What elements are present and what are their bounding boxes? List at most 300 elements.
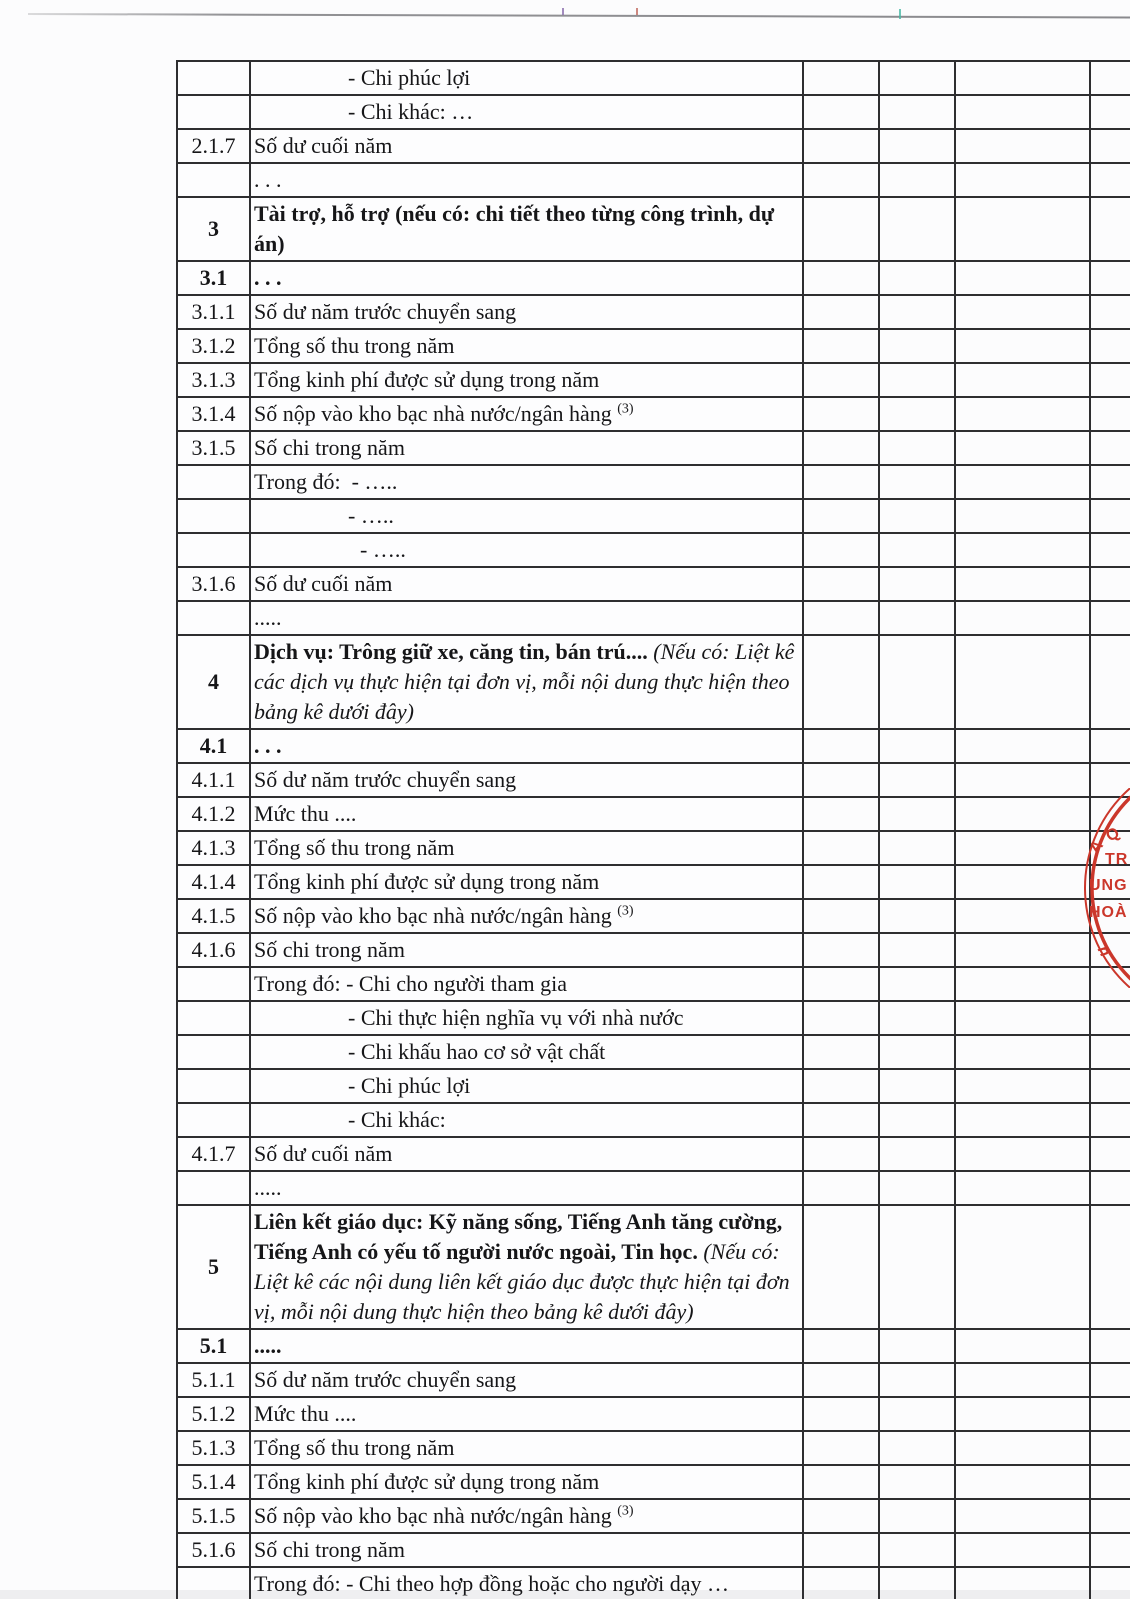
value-cell-empty (879, 1137, 955, 1171)
value-cell-empty (1090, 1035, 1130, 1069)
value-cell-empty (1090, 197, 1130, 261)
value-cell-empty (1090, 601, 1130, 635)
row-number-cell: 3.1.2 (177, 329, 250, 363)
row-label-cell (250, 533, 803, 567)
row-label-cell (250, 831, 803, 865)
table-row (177, 295, 1130, 329)
value-cell-empty (879, 1205, 955, 1329)
value-cell-empty (1090, 163, 1130, 197)
row-label-cell (250, 465, 803, 499)
row-label-text: Số dư năm trước chuyển sang (254, 767, 517, 792)
row-label-text: Tổng số thu trong năm (254, 333, 455, 358)
scan-speck (562, 8, 564, 15)
table-row (177, 763, 1130, 797)
value-cell-empty (803, 831, 879, 865)
value-cell-empty (803, 1499, 879, 1533)
value-cell-empty (803, 197, 879, 261)
value-cell-empty (803, 397, 879, 431)
row-number-cell (177, 1103, 250, 1137)
value-cell-empty (955, 729, 1090, 763)
value-cell-empty (879, 1363, 955, 1397)
row-label-text: Số dư năm trước chuyển sang (254, 1367, 517, 1392)
value-cell-empty (1090, 465, 1130, 499)
value-cell-empty (1090, 329, 1130, 363)
value-cell-empty (803, 1035, 879, 1069)
row-label-text: Trong đó: - Chi cho người tham gia (254, 971, 568, 996)
table-row (177, 1397, 1130, 1431)
value-cell-empty (803, 499, 879, 533)
value-cell-empty (955, 865, 1090, 899)
value-cell-empty (1090, 567, 1130, 601)
value-cell-empty (803, 95, 879, 129)
value-cell-empty (955, 329, 1090, 363)
value-cell-empty (879, 635, 955, 729)
row-label-text: Số dư năm trước chuyển sang (254, 299, 517, 324)
table-row (177, 363, 1130, 397)
stamp-text-line2: UNG (1089, 877, 1128, 894)
value-cell-empty (1090, 261, 1130, 295)
value-cell-empty (879, 533, 955, 567)
value-cell-empty (1090, 397, 1130, 431)
value-cell-empty (1090, 1103, 1130, 1137)
row-label-cell (250, 899, 803, 933)
value-cell-empty (879, 329, 955, 363)
row-label-text: (Nếu có: Liệt kê các dịch vụ thực hiện tại đơn vị, mỗi nội dung thực hiện theo bảng kê dưới đây) (254, 639, 800, 724)
value-cell-empty (955, 1103, 1090, 1137)
value-cell-empty (803, 129, 879, 163)
value-cell-empty (803, 763, 879, 797)
value-cell-empty (955, 1035, 1090, 1069)
value-cell-empty (955, 899, 1090, 933)
table-row (177, 567, 1130, 601)
row-number-cell: 5.1.3 (177, 1431, 250, 1465)
row-label-cell (250, 729, 803, 763)
table-row (177, 831, 1130, 865)
value-cell-empty (955, 1397, 1090, 1431)
row-label-cell (250, 933, 803, 967)
value-cell-empty (879, 1329, 955, 1363)
value-cell-empty (803, 61, 879, 95)
table-row (177, 967, 1130, 1001)
row-label-text: - Chi khấu hao cơ sở vật chất (348, 1039, 606, 1064)
value-cell-empty (803, 1001, 879, 1035)
row-number-cell (177, 163, 250, 197)
value-cell-empty (803, 865, 879, 899)
table-row (177, 1363, 1130, 1397)
table-row (177, 129, 1130, 163)
value-cell-empty (955, 1171, 1090, 1205)
value-cell-empty (803, 601, 879, 635)
row-label-cell (250, 295, 803, 329)
value-cell-empty (803, 329, 879, 363)
value-cell-empty (803, 1171, 879, 1205)
value-cell-empty (1090, 1171, 1130, 1205)
value-cell-empty (879, 1069, 955, 1103)
row-number-cell: 2.1.7 (177, 129, 250, 163)
row-label-cell (250, 1499, 803, 1533)
value-cell-empty (803, 1465, 879, 1499)
row-label-text: Trong đó: - Chi theo hợp đồng hoặc cho người dạy … (254, 1571, 729, 1596)
row-label-cell (250, 61, 803, 95)
table-row (177, 601, 1130, 635)
row-label-cell (250, 499, 803, 533)
value-cell-empty (879, 163, 955, 197)
table-row (177, 899, 1130, 933)
value-cell-empty (879, 397, 955, 431)
value-cell-empty (879, 1171, 955, 1205)
row-number-cell: 5.1.4 (177, 1465, 250, 1499)
value-cell-empty (1090, 1533, 1130, 1567)
stamp-arc-letter-bottom: n (1093, 943, 1114, 961)
value-cell-empty (955, 197, 1090, 261)
row-label-text: Số nộp vào kho bạc nhà nước/ngân hàng (254, 401, 618, 426)
row-label-cell (250, 197, 803, 261)
row-label-text: Mức thu .... (254, 1401, 357, 1426)
row-label-cell (250, 363, 803, 397)
row-number-cell (177, 967, 250, 1001)
table-row (177, 197, 1130, 261)
table-row (177, 1533, 1130, 1567)
value-cell-empty (803, 1363, 879, 1397)
table-row (177, 1329, 1130, 1363)
row-label-text: Tài trợ, hỗ trợ (nếu có: chi tiết theo từng công trình, dự án) (254, 201, 780, 256)
value-cell-empty (879, 1103, 955, 1137)
row-number-cell (177, 1171, 250, 1205)
stamp-text-line1: TR (1105, 851, 1129, 868)
value-cell-empty (955, 831, 1090, 865)
row-label-text: - Chi phúc lợi (348, 1073, 471, 1098)
row-number-cell: 4.1.4 (177, 865, 250, 899)
value-cell-empty (955, 1137, 1090, 1171)
row-label-text: . . . (254, 733, 282, 758)
row-number-cell: 4 (177, 635, 250, 729)
row-label-cell (250, 865, 803, 899)
value-cell-empty (803, 797, 879, 831)
row-label-cell (250, 567, 803, 601)
value-cell-empty (955, 1499, 1090, 1533)
value-cell-empty (1090, 1431, 1130, 1465)
value-cell-empty (955, 1069, 1090, 1103)
row-label-text: - Chi khác: … (348, 99, 474, 124)
value-cell-empty (955, 1329, 1090, 1363)
table-row (177, 95, 1130, 129)
value-cell-empty (955, 95, 1090, 129)
value-cell-empty (879, 865, 955, 899)
row-label-cell (250, 601, 803, 635)
table-row (177, 865, 1130, 899)
value-cell-empty (955, 763, 1090, 797)
value-cell-empty (803, 567, 879, 601)
row-label-text: Dịch vụ: Trông giữ xe, căng tin, bán trú.... (254, 639, 648, 664)
value-cell-empty (879, 1499, 955, 1533)
value-cell-empty (879, 363, 955, 397)
table-row (177, 431, 1130, 465)
row-number-cell: 3.1.4 (177, 397, 250, 431)
value-cell-empty (803, 295, 879, 329)
row-label-cell (250, 763, 803, 797)
value-cell-empty (1090, 1363, 1130, 1397)
row-label-cell (250, 129, 803, 163)
value-cell-empty (1090, 729, 1130, 763)
value-cell-empty (1090, 61, 1130, 95)
value-cell-empty (955, 465, 1090, 499)
row-label-text: Số dư cuối năm (254, 1141, 393, 1166)
value-cell-empty (1090, 363, 1130, 397)
value-cell-empty (1090, 1001, 1130, 1035)
value-cell-empty (1090, 1465, 1130, 1499)
value-cell-empty (803, 1533, 879, 1567)
value-cell-empty (879, 899, 955, 933)
row-label-text: Tổng kinh phí được sử dụng trong năm (254, 367, 600, 392)
row-label-cell (250, 1137, 803, 1171)
value-cell-empty (803, 1137, 879, 1171)
value-cell-empty (879, 933, 955, 967)
value-cell-empty (879, 567, 955, 601)
value-cell-empty (955, 163, 1090, 197)
row-label-text: Số nộp vào kho bạc nhà nước/ngân hàng (254, 903, 618, 928)
row-label-text: (3) (617, 1503, 634, 1519)
row-label-cell (250, 1035, 803, 1069)
row-number-cell (177, 1035, 250, 1069)
row-label-cell (250, 1069, 803, 1103)
table-row (177, 1035, 1130, 1069)
value-cell-empty (803, 729, 879, 763)
value-cell-empty (955, 1465, 1090, 1499)
row-label-text: Số chi trong năm (254, 937, 405, 962)
row-number-cell: 3.1.1 (177, 295, 250, 329)
row-label-text: ..... (254, 605, 282, 630)
row-number-cell: 3 (177, 197, 250, 261)
value-cell-empty (955, 499, 1090, 533)
value-cell-empty (803, 1069, 879, 1103)
row-label-text: - ….. (348, 503, 394, 528)
table-row (177, 1431, 1130, 1465)
value-cell-empty (879, 1001, 955, 1035)
row-number-cell: 5.1.2 (177, 1397, 250, 1431)
value-cell-empty (879, 729, 955, 763)
value-cell-empty (955, 129, 1090, 163)
value-cell-empty (803, 967, 879, 1001)
value-cell-empty (955, 1431, 1090, 1465)
value-cell-empty (803, 1205, 879, 1329)
row-label-text: - Chi thực hiện nghĩa vụ với nhà nước (348, 1005, 684, 1030)
stamp-arc-letter-a: A (1086, 836, 1108, 857)
row-number-cell: 4.1.5 (177, 899, 250, 933)
row-label-text: Số chi trong năm (254, 435, 405, 460)
row-number-cell (177, 499, 250, 533)
value-cell-empty (803, 1103, 879, 1137)
value-cell-empty (955, 797, 1090, 831)
table-row (177, 1205, 1130, 1329)
value-cell-empty (955, 61, 1090, 95)
row-label-cell (250, 1397, 803, 1431)
row-label-text: Số nộp vào kho bạc nhà nước/ngân hàng (254, 1503, 618, 1528)
table-row (177, 61, 1130, 95)
row-label-text: Số chi trong năm (254, 1537, 405, 1562)
row-label-cell (250, 1001, 803, 1035)
row-number-cell: 3.1.6 (177, 567, 250, 601)
row-number-cell (177, 61, 250, 95)
value-cell-empty (879, 1533, 955, 1567)
value-cell-empty (803, 431, 879, 465)
stamp-text-line3: HOÀ (1089, 904, 1128, 921)
table-row (177, 1137, 1130, 1171)
finance-table-body (177, 61, 1130, 1599)
value-cell-empty (955, 261, 1090, 295)
row-label-cell (250, 1533, 803, 1567)
table-row (177, 163, 1130, 197)
stamp-arc-letter-q: Q (1103, 823, 1124, 846)
row-number-cell: 5.1.1 (177, 1363, 250, 1397)
value-cell-empty (803, 1329, 879, 1363)
row-label-text: Tổng kinh phí được sử dụng trong năm (254, 869, 600, 894)
row-label-text: ..... (254, 1175, 282, 1200)
value-cell-empty (955, 933, 1090, 967)
value-cell-empty (955, 1205, 1090, 1329)
row-label-cell (250, 797, 803, 831)
row-label-text: Trong đó: - ….. (254, 469, 398, 494)
value-cell-empty (1090, 431, 1130, 465)
value-cell-empty (803, 1397, 879, 1431)
value-cell-empty (879, 61, 955, 95)
value-cell-empty (1090, 129, 1130, 163)
row-label-text: ..... (254, 1333, 282, 1358)
row-label-text: Mức thu .... (254, 801, 357, 826)
table-row (177, 329, 1130, 363)
value-cell-empty (1090, 635, 1130, 729)
row-number-cell: 3.1 (177, 261, 250, 295)
value-cell-empty (803, 163, 879, 197)
value-cell-empty (955, 533, 1090, 567)
value-cell-empty (955, 601, 1090, 635)
table-row (177, 933, 1130, 967)
value-cell-empty (879, 601, 955, 635)
value-cell-empty (955, 635, 1090, 729)
value-cell-empty (803, 899, 879, 933)
row-number-cell: 5.1.5 (177, 1499, 250, 1533)
value-cell-empty (803, 363, 879, 397)
table-row (177, 261, 1130, 295)
table-row (177, 1001, 1130, 1035)
value-cell-empty (879, 831, 955, 865)
value-cell-empty (1090, 95, 1130, 129)
table-row (177, 1171, 1130, 1205)
table-row (177, 1103, 1130, 1137)
row-label-cell (250, 329, 803, 363)
row-number-cell: 5 (177, 1205, 250, 1329)
row-number-cell: 4.1 (177, 729, 250, 763)
value-cell-empty (879, 431, 955, 465)
scan-speck (636, 8, 638, 15)
value-cell-empty (1090, 533, 1130, 567)
table-row (177, 1499, 1130, 1533)
value-cell-empty (879, 1465, 955, 1499)
row-label-cell (250, 1103, 803, 1137)
value-cell-empty (879, 967, 955, 1001)
value-cell-empty (803, 635, 879, 729)
row-label-text: Số dư cuối năm (254, 133, 393, 158)
value-cell-empty (879, 295, 955, 329)
value-cell-empty (1090, 1499, 1130, 1533)
value-cell-empty (955, 431, 1090, 465)
row-label-cell (250, 1431, 803, 1465)
value-cell-empty (803, 1431, 879, 1465)
value-cell-empty (1090, 1329, 1130, 1363)
row-label-cell (250, 95, 803, 129)
row-number-cell: 3.1.3 (177, 363, 250, 397)
value-cell-empty (955, 1001, 1090, 1035)
row-label-text: Số dư cuối năm (254, 571, 393, 596)
table-row (177, 729, 1130, 763)
row-number-cell: 4.1.7 (177, 1137, 250, 1171)
row-label-cell (250, 1363, 803, 1397)
table-row (177, 533, 1130, 567)
row-label-cell (250, 397, 803, 431)
table-row (177, 1069, 1130, 1103)
table-row (177, 499, 1130, 533)
value-cell-empty (879, 797, 955, 831)
row-label-text: Liên kết giáo dục: Kỹ năng sống, Tiếng Anh tăng cường, Tiếng Anh có yếu tố người nước ngoài, Tin học. (254, 1209, 788, 1264)
value-cell-empty (803, 933, 879, 967)
value-cell-empty (879, 129, 955, 163)
value-cell-empty (1090, 1137, 1130, 1171)
row-number-cell (177, 1069, 250, 1103)
row-number-cell (177, 533, 250, 567)
value-cell-empty (955, 295, 1090, 329)
row-label-text: Tổng số thu trong năm (254, 835, 455, 860)
value-cell-empty (955, 363, 1090, 397)
row-label-text: (3) (617, 401, 634, 417)
value-cell-empty (955, 967, 1090, 1001)
value-cell-empty (879, 465, 955, 499)
row-number-cell: 5.1 (177, 1329, 250, 1363)
row-label-cell (250, 1205, 803, 1329)
value-cell-empty (955, 567, 1090, 601)
table-row (177, 397, 1130, 431)
row-label-cell (250, 1171, 803, 1205)
scan-edge-line (28, 13, 1130, 18)
row-label-cell (250, 1465, 803, 1499)
value-cell-empty (955, 397, 1090, 431)
row-number-cell: 5.1.6 (177, 1533, 250, 1567)
row-label-text: - Chi phúc lợi (348, 65, 471, 90)
row-label-text: (Nếu có: Liệt kê các nội dung liên kết giáo dục được thực hiện tại đơn vị, mỗi nội dung thực hiện theo bảng kê dưới đây) (254, 1239, 796, 1324)
value-cell-empty (879, 499, 955, 533)
value-cell-empty (803, 261, 879, 295)
table-row (177, 1465, 1130, 1499)
scan-bottom-shadow (0, 1590, 1130, 1599)
value-cell-empty (879, 1431, 955, 1465)
row-label-cell (250, 431, 803, 465)
row-number-cell: 4.1.1 (177, 763, 250, 797)
row-label-cell (250, 261, 803, 295)
row-number-cell: 4.1.3 (177, 831, 250, 865)
value-cell-empty (879, 261, 955, 295)
row-number-cell: 4.1.2 (177, 797, 250, 831)
value-cell-empty (879, 763, 955, 797)
row-number-cell (177, 95, 250, 129)
row-label-text: . . . (254, 265, 282, 290)
row-label-text: (3) (617, 903, 634, 919)
row-label-text: . . . (254, 167, 282, 192)
row-label-text: Tổng kinh phí được sử dụng trong năm (254, 1469, 600, 1494)
row-number-cell (177, 1001, 250, 1035)
value-cell-empty (1090, 1205, 1130, 1329)
table-row (177, 635, 1130, 729)
value-cell-empty (1090, 295, 1130, 329)
value-cell-empty (879, 197, 955, 261)
value-cell-empty (955, 1363, 1090, 1397)
